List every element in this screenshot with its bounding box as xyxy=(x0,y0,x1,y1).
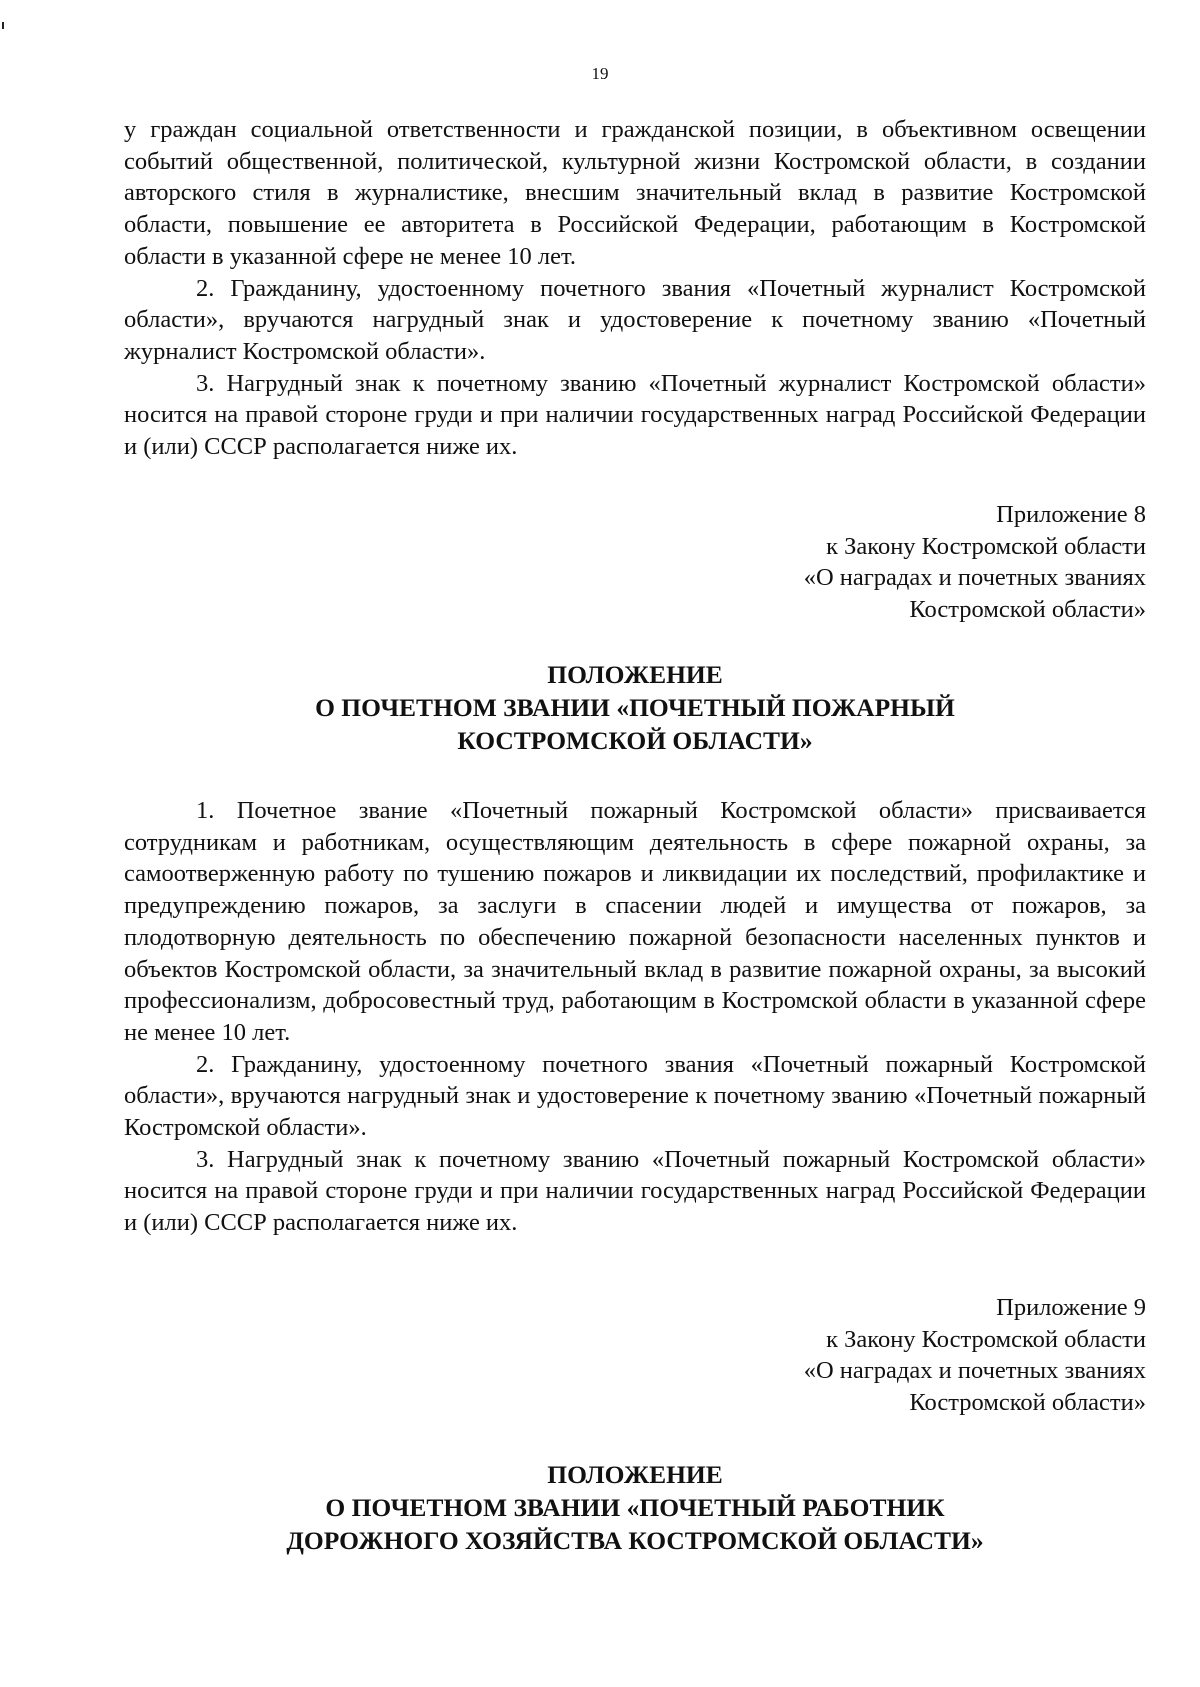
section-firefighter xyxy=(124,795,1146,1239)
appendix-law-line: к Закону Костромской области xyxy=(826,1325,1146,1353)
heading-road-worker xyxy=(124,1458,1146,1557)
heading-line: ПОЛОЖЕНИЕ xyxy=(547,660,723,689)
section-journalist-continuation xyxy=(124,114,1146,463)
scan-mark xyxy=(2,22,4,29)
heading-line: О ПОЧЕТНОМ ЗВАНИИ «ПОЧЕТНЫЙ РАБОТНИК xyxy=(325,1493,945,1522)
heading-line: ПОЛОЖЕНИЕ xyxy=(547,1460,723,1489)
appendix-law-title-line: Костромской области» xyxy=(909,596,1146,624)
heading-line: ДОРОЖНОГО ХОЗЯЙСТВА КОСТРОМСКОЙ ОБЛАСТИ» xyxy=(286,1526,984,1555)
appendix-law-title-line: «О наградах и почетных званиях xyxy=(803,564,1146,592)
paragraph-3: 3. Нагрудный знак к почетному званию «Почетный пожарный Костромской области» носится на правой стороне груди и при наличии государственных наград Российской Федерации и (или) СССР располагается ниже их. xyxy=(124,1145,1146,1237)
appendix-law-title-line: «О наградах и почетных званиях xyxy=(803,1357,1146,1385)
paragraph-3: 3. Нагрудный знак к почетному званию «Почетный журналист Костромской области» носится на правой стороне груди и при наличии государственных наград Российской Федерации и (или) СССР располагается ниже их. xyxy=(124,369,1146,461)
appendix-law-title-line: Костромской области» xyxy=(909,1389,1146,1417)
appendix-law-line: к Закону Костромской области xyxy=(826,532,1146,560)
appendix-label: Приложение 8 xyxy=(996,501,1146,528)
heading-firefighter xyxy=(124,658,1146,757)
paragraph-2: 2. Гражданину, удостоенному почетного звания «Почетный пожарный Костромской области», вручаются нагрудный знак и удостоверение к почетному званию «Почетный пожарный Костромской области». xyxy=(124,1050,1146,1142)
page-number: 19 xyxy=(591,64,609,83)
paragraph-continuation: у граждан социальной ответственности и гражданской позиции, в объективном освещении событий общественной, политической, культурной жизни Костромской области, в создании авторского стиля в журналистике, внесшим значительный вклад в развитие Костромской области, повышение ее авторитета в Российской Федерации, работающим в Костромской области в указанной сфере не менее 10 лет. xyxy=(124,116,1146,270)
heading-line: О ПОЧЕТНОМ ЗВАНИИ «ПОЧЕТНЫЙ ПОЖАРНЫЙ xyxy=(315,693,955,722)
paragraph-2: 2. Гражданину, удостоенному почетного звания «Почетный журналист Костромской области», вручаются нагрудный знак и удостоверение к почетному званию «Почетный журналист Костромской области». xyxy=(124,274,1146,365)
appendix-9-reference xyxy=(804,1292,1146,1419)
heading-line: КОСТРОМСКОЙ ОБЛАСТИ» xyxy=(457,726,813,755)
paragraph-1: 1. Почетное звание «Почетный пожарный Костромской области» присваивается сотрудникам и работникам, осуществляющим деятельность в сфере пожарной охраны, за самоотверженную работу по тушению пожаров и ликвидации их последствий, профилактике и предупреждению пожаров, за заслуги в спасении людей и имущества от пожаров, за плодотворную деятельность по обеспечению пожарной безопасности населенных пунктов и объектов Костромской области, за значительный вклад в развитие пожарной охраны, за высокий профессионализм, добросовестный труд, работающим в Костромской области в указанной сфере не менее 10 лет. xyxy=(124,797,1146,1046)
appendix-8-reference xyxy=(804,499,1146,626)
appendix-label: Приложение 9 xyxy=(996,1294,1146,1321)
